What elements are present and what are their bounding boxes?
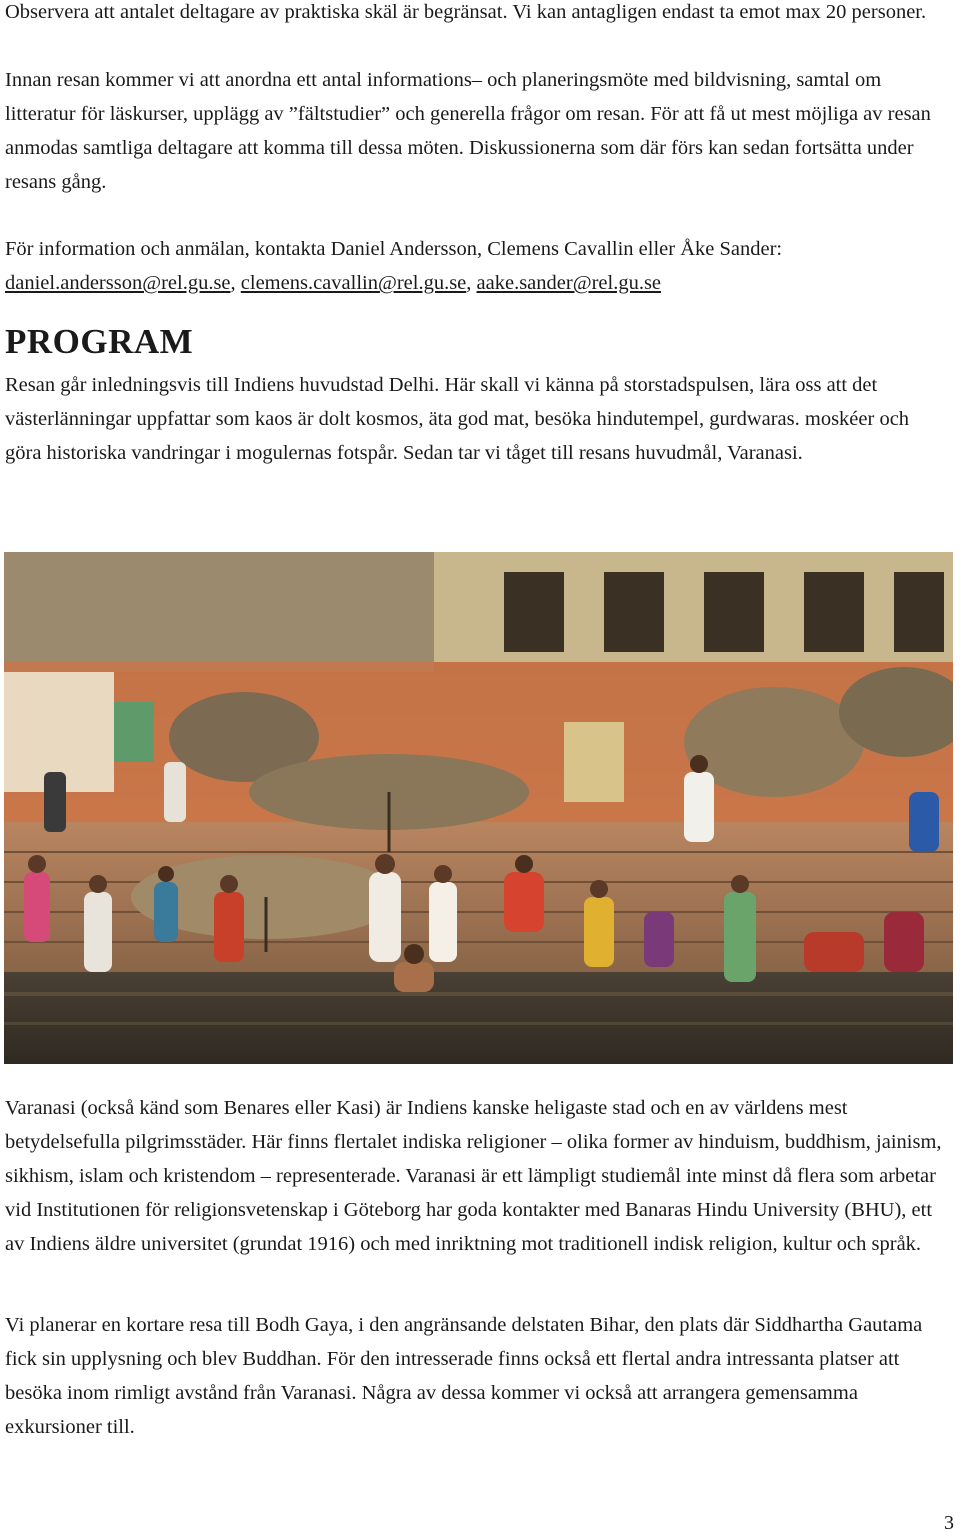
paragraph-varanasi: Varanasi (också känd som Benares eller Kasi) är Indiens kanske heligaste stad och en av världens mest betydelsefulla pilgrimsstäder. Här finns flertalet indiska religioner – olika former av hinduism, buddhism, jainism, sikhism, islam och kristendom – representerade. Varanasi är ett lämpligt studiemål inte minst då flera som arbetar vid Institutionen för religionsvetenskap i Göteborg har goda kontakter med Banaras Hindu University (BHU), ett av Indiens äldre universitet (grundat 1916) och med inriktning mot traditionell indisk religion, kultur och språk. <box>5 1097 942 1255</box>
contact-intro: För information och anmälan, kontakta Daniel Andersson, Clemens Cavallin eller Åke Sander: <box>5 238 783 260</box>
email-separator: , <box>230 272 241 294</box>
paragraph-meetings: Innan resan kommer vi att anordna ett antal informations– och planeringsmöte med bildvisning, samtal om litteratur för läskurser, upplägg av ”fältstudier” och generella frågor om resan. För att få ut mest möjliga av resan anmodas samtliga deltagare att komma till dessa möten. Diskussionerna som där förs kan sedan fortsätta under resans gång. <box>5 69 931 193</box>
email-link-ake[interactable]: aake.sander@rel.gu.se <box>476 272 662 294</box>
document-page <box>5 0 950 470</box>
email-separator: , <box>466 272 477 294</box>
paragraph-program-delhi: Resan går inledningsvis till Indiens huvudstad Delhi. Här skall vi känna på storstadspulsen, lära oss att det västerlänningar uppfattar som kaos är dolt kosmos, äta god mat, besöka hindutempel, gurdwaras. moskéer och göra historiska vandringar i mogulernas fotspår. Sedan tar vi tåget till resans huvudmål, Varanasi. <box>5 374 910 464</box>
email-link-daniel[interactable]: daniel.andersson@rel.gu.se <box>5 272 231 294</box>
email-link-clemens[interactable]: clemens.cavallin@rel.gu.se <box>240 272 467 294</box>
page-number: 3 <box>944 1512 954 1534</box>
photo-illustration <box>4 552 953 1064</box>
paragraph-contact <box>5 232 950 300</box>
paragraph-participants-limit: Observera att antalet deltagare av praktiska skäl är begränsat. Vi kan antagligen endast ta emot max 20 personer. <box>5 1 927 23</box>
varanasi-ghats-photo <box>4 552 953 1064</box>
paragraph-bodh-gaya: Vi planerar en kortare resa till Bodh Gaya, i den angränsande delstaten Bihar, den plats där Siddhartha Gautama fick sin upplysning och blev Buddhan. För den intresserade finns också ett flertal andra intressanta platser att besöka inom rimligt avstånd från Varanasi. Några av dessa kommer vi också att arrangera gemensamma exkursioner till. <box>5 1314 923 1438</box>
program-heading: PROGRAM <box>5 322 194 361</box>
